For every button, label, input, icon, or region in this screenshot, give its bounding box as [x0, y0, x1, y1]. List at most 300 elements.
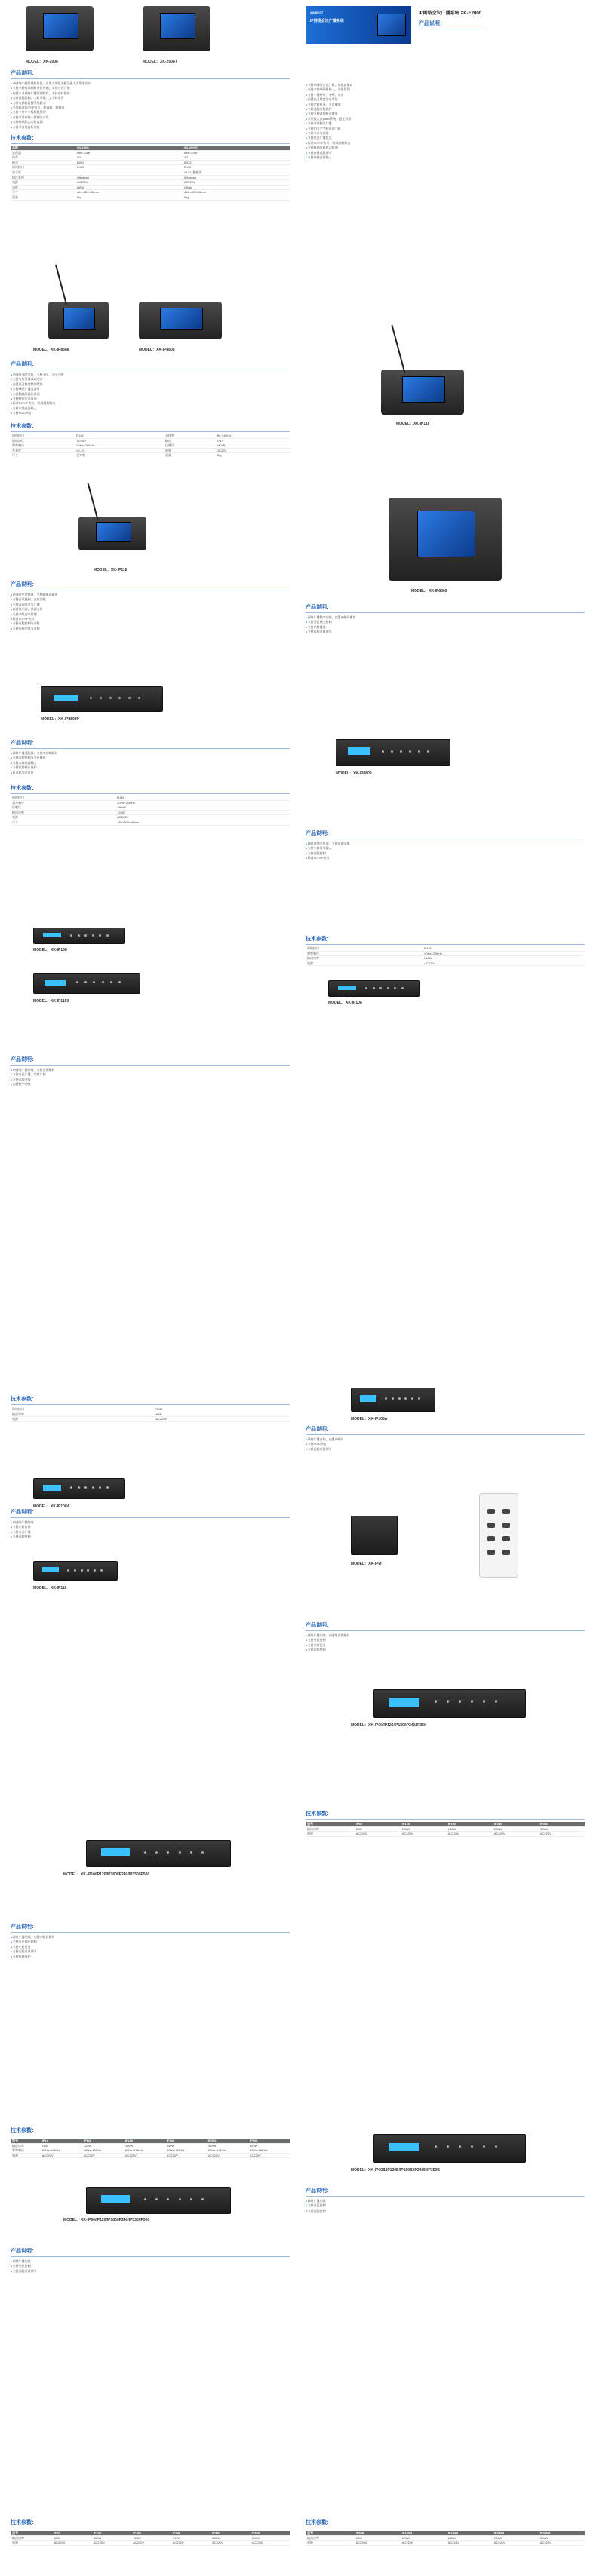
spec-cell: 8K~48KHz	[215, 434, 290, 438]
feature-item: ■ 高清显示屏，界面友好	[11, 607, 290, 612]
remote-key-icon	[487, 1536, 495, 1541]
touch-screen	[402, 376, 445, 403]
feature-item: ■ 标准TCP/IP协议	[306, 856, 585, 860]
features-title: 产品说明：	[11, 581, 290, 590]
spec-row	[11, 800, 290, 805]
spec-cell: 120W	[82, 2143, 124, 2148]
remote-key-icon	[502, 1509, 510, 1514]
model-label: MODEL：XK-2008T	[143, 60, 177, 64]
touch-screen	[96, 522, 131, 542]
spec-header-cell: IP240	[165, 2139, 207, 2143]
display-led	[360, 1395, 376, 1402]
spec-cell: 500W	[248, 2143, 290, 2148]
spec-cell: 重量	[11, 195, 75, 200]
knob-icon	[190, 1851, 192, 1854]
spec-table	[306, 946, 585, 966]
knob-icon	[401, 987, 404, 989]
feature-item: ■ 采用标准TCP/IP协议，跨网段、跨路由	[11, 106, 290, 110]
knob-icon	[106, 934, 109, 937]
spec-cell: AC220V	[82, 2153, 124, 2158]
spec-cell: Windows	[183, 175, 290, 180]
spec-header-cell: IP120B	[401, 2531, 447, 2535]
feature-item: ■ IP网络广播管理服务器，采用工业级主板及嵌入式系统设计	[11, 81, 290, 86]
spec-header-cell: 型号	[306, 2531, 355, 2535]
knob-icon	[409, 750, 411, 753]
product-banner	[306, 6, 411, 44]
spec-row	[11, 160, 290, 165]
spec-cell: 见实物	[75, 453, 164, 458]
spec-row	[306, 1832, 585, 1837]
features-title: 产品说明：	[11, 69, 290, 79]
knob-icon	[201, 2198, 204, 2200]
knob-icon	[84, 981, 87, 983]
spec-cell: —	[75, 170, 183, 175]
spec-cell: 输出	[164, 438, 215, 443]
display-led	[54, 695, 78, 702]
specs-title: 技术参数：	[11, 422, 290, 432]
touch-screen	[63, 308, 95, 330]
knob-icon	[70, 934, 72, 937]
spec-row	[11, 195, 290, 200]
spec-cell: AC220V	[447, 1832, 493, 1837]
spec-cell: 15.6寸触摸屏	[183, 170, 290, 175]
feature-item: ■ 支持分区广播	[11, 1530, 290, 1535]
feature-item: ■ 网络广播功放	[306, 2199, 585, 2203]
knob-icon	[483, 2145, 485, 2148]
feature-item: ■ 支持定时任务	[11, 1945, 290, 1949]
spec-table	[306, 2531, 585, 2546]
spec-cell: ≤65W	[75, 185, 183, 190]
spec-cell: 350W	[539, 2535, 585, 2541]
spec-cell: 484×420×88mm	[75, 190, 183, 195]
spec-cell: AC220V	[493, 1832, 539, 1837]
spec-header-cell: XK-2008T	[183, 146, 290, 150]
features-title: 产品说明：	[11, 739, 290, 749]
spec-cell: 500G	[183, 160, 290, 165]
model-label: MODEL：XK-IPM	[351, 1562, 382, 1566]
spec-header-cell: IP60	[52, 2531, 91, 2535]
model-label: MODEL：XK-2008	[26, 60, 58, 64]
knob-icon	[92, 1486, 94, 1489]
features-list	[11, 373, 290, 416]
spec-cell: 120W	[115, 810, 290, 815]
spec-header-cell: 型号	[306, 1822, 355, 1826]
model-label: MODEL：XK-IP116	[94, 568, 127, 572]
spec-cell: AC220V	[248, 2153, 290, 2158]
feature-item: ■ 支持分区独立控制	[306, 620, 585, 624]
knob-icon	[483, 1700, 485, 1703]
knob-icon	[394, 987, 396, 989]
feature-item: ■ 支持一键呼叫、寻呼、对讲	[306, 93, 585, 97]
feature-item: ■ IP网络广播终端	[11, 1520, 290, 1525]
spec-cell: 网络接口	[11, 165, 75, 170]
knob-icon	[495, 1700, 497, 1703]
spec-header-cell: IP120	[92, 2531, 131, 2535]
knob-icon	[100, 697, 102, 699]
feature-item: ■ 支持多终端同时接入，分组管理	[306, 87, 585, 92]
knob-icon	[109, 697, 112, 699]
feature-item: ■ 支持多路音频同时并行传输，实现分区广播	[11, 86, 290, 90]
specs-title: 技术参数：	[11, 134, 290, 144]
spec-cell: 网络协议	[11, 438, 75, 443]
model-label: MODEL：XK-IP108	[328, 1001, 362, 1005]
knob-icon	[155, 1851, 158, 1854]
display-led	[43, 933, 61, 937]
feature-item: ■ 支持事件触发广播	[306, 121, 585, 126]
spec-cell: 频率响应	[11, 2148, 41, 2154]
model-label: MODEL：XK-IP8808P	[41, 717, 79, 722]
feature-item: ■ 支持多路信号输入	[306, 846, 585, 851]
feature-item: ■ 支持远程控制	[11, 1535, 290, 1539]
knob-icon	[427, 750, 429, 753]
spec-cell: AC220V	[183, 180, 290, 186]
spec-header-cell: IP350	[539, 1822, 585, 1826]
touch-screen	[417, 511, 475, 558]
model-label: MODEL：XK-IP108A	[33, 1504, 70, 1509]
feature-item: ■ 内置高灵敏度会议话筒	[306, 97, 585, 102]
product-image-adapter	[351, 1516, 398, 1555]
spec-cell: 信噪比	[164, 443, 215, 449]
spec-cell: AC220V	[52, 2541, 91, 2546]
feature-item: ■ 网络广播数字功放，内置IP解码模块	[306, 615, 585, 620]
product-image-amp-series-b	[373, 2134, 526, 2163]
features-list	[306, 615, 585, 635]
knob-icon	[93, 981, 95, 983]
knob-icon	[76, 981, 78, 983]
features-list	[11, 1520, 290, 1540]
spec-cell: TCP/IP	[75, 438, 164, 443]
spec-row	[11, 2143, 290, 2148]
feature-item: ■ 支持远程升级	[11, 1078, 290, 1082]
spec-header-cell: IP180B	[447, 2531, 493, 2535]
spec-cell: 电源	[11, 2153, 41, 2158]
spec-table	[11, 2531, 290, 2546]
spec-cell: AC220V	[355, 2541, 401, 2546]
feature-item: ■ 支持TTS文字转语音广播	[306, 127, 585, 131]
spec-cell: 电源	[11, 180, 75, 186]
knob-icon	[99, 1486, 101, 1489]
knob-icon	[118, 981, 121, 983]
spec-cell: AC220V	[355, 1832, 401, 1837]
spec-cell: 120W	[401, 2535, 447, 2541]
feature-item: ■ 标准TCP/IP协议	[11, 617, 290, 621]
model-label: MODEL：XK-IP118	[396, 422, 430, 426]
spec-row	[306, 961, 585, 966]
spec-cell: 电源	[11, 815, 115, 820]
features-list	[306, 2199, 585, 2213]
spec-cell: AC220V	[171, 2541, 210, 2546]
model-label: MODEL：XK-IP118	[33, 1586, 67, 1590]
feature-item: ■ 支持定时打铃	[11, 1525, 290, 1529]
feature-item: ■ 支持会议签到、表决功能	[11, 597, 290, 602]
spec-cell: 0~1V	[215, 438, 290, 443]
display-led	[45, 980, 66, 986]
spec-header-cell: IP240	[171, 2531, 210, 2535]
feature-item: ■ IP网络广播终端，支持音频解码	[11, 1068, 290, 1072]
spec-cell: 网络接口	[11, 796, 115, 800]
feature-item: ■ 标准TCP/IP协议，跨网段跨路由	[11, 401, 290, 406]
knob-icon	[106, 1486, 109, 1489]
spec-cell: 240W	[493, 2535, 539, 2541]
knob-icon	[190, 2198, 192, 2200]
spec-header-cell: IP500	[248, 2139, 290, 2143]
feature-item: ■ 支持远程控制、实时采播、文字转语音	[11, 96, 290, 100]
spec-cell: RJ45	[75, 165, 183, 170]
specs-title: 技术参数：	[11, 2519, 290, 2528]
spec-cell: 120W	[92, 2535, 131, 2541]
spec-cell: AC220V	[154, 1417, 290, 1422]
knob-icon	[99, 934, 101, 937]
spec-row	[11, 443, 290, 449]
spec-cell: 120W	[401, 1826, 447, 1832]
spec-cell: 80Hz~16KHz	[248, 2148, 290, 2154]
feature-item: ■ 标准TCP/IP协议，跨网段跨路由	[306, 141, 585, 146]
spec-row	[306, 2535, 585, 2541]
features-list	[11, 1068, 290, 1087]
spec-cell: 80Hz~16KHz	[41, 2148, 82, 2154]
feature-item: ■ 支持分区广播、定时广播	[11, 1072, 290, 1077]
knob-icon	[110, 981, 112, 983]
product-image-ip108	[33, 928, 125, 944]
features-list	[306, 842, 585, 861]
spec-cell: AC220V	[250, 2541, 290, 2546]
feature-item: ■ 支持远程音量调节	[11, 1949, 290, 1954]
display-led	[42, 1567, 59, 1572]
spec-row	[11, 150, 290, 155]
spec-cell: 电源	[164, 448, 215, 453]
feature-item: ■ 支持远程控制	[306, 851, 585, 856]
spec-cell: ≤65W	[183, 185, 290, 190]
spec-row	[11, 180, 290, 186]
spec-cell: 采样率	[164, 434, 215, 438]
spec-cell: Windows	[75, 175, 183, 180]
feature-item: ■ 支持分区输出控制	[11, 1940, 290, 1944]
spec-cell: 频率响应	[306, 951, 422, 956]
spec-cell: ≥80dB	[115, 805, 290, 811]
spec-cell: Intel Core	[183, 150, 290, 155]
feature-item: ■ 支持触摸屏操作界面	[11, 392, 290, 397]
spec-cell: AC220V	[401, 2541, 447, 2546]
feature-item: ■ 网络广播音箱，内置IP解码	[306, 1437, 585, 1442]
spec-header-cell: XK-2008	[75, 146, 183, 150]
touch-screen	[43, 13, 78, 39]
product-image-console	[139, 302, 222, 339]
spec-cell: 输出功率	[11, 1412, 154, 1417]
spec-cell: 240W	[171, 2535, 210, 2541]
spec-cell: 80Hz~16KHz	[207, 2148, 248, 2154]
feature-item: ■ 支持IP网络会议广播，音质高保真	[306, 83, 585, 87]
features-list	[11, 751, 290, 775]
spec-cell: 显示屏	[11, 170, 75, 175]
product-image-ip108a	[351, 1388, 435, 1412]
spec-cell: AC220V	[75, 180, 183, 186]
knob-icon	[144, 1851, 146, 1854]
spec-cell: AC220V	[124, 2153, 165, 2158]
spec-cell: 240W	[165, 2143, 207, 2148]
remote-control-image	[479, 1493, 518, 1578]
remote-key-icon	[487, 1550, 495, 1555]
spec-table	[306, 1822, 585, 1837]
features-title: 产品说明：	[11, 1508, 290, 1518]
features-title: 产品说明：	[306, 1621, 585, 1631]
spec-header-cell: IP120	[401, 1822, 447, 1826]
spec-cell: 240W	[493, 1826, 539, 1832]
touch-screen	[160, 13, 195, 39]
model-label: MODEL：XK-IP60B/IP120B/IP180B/IP240B/IP350B	[351, 2168, 440, 2173]
spec-header-cell: IP240B	[493, 2531, 539, 2535]
feature-item: ■ 支持录音及监听功能	[11, 125, 290, 130]
spec-cell: 60W	[154, 1412, 290, 1417]
spec-cell: 350W	[539, 1826, 585, 1832]
feature-item: ■ IP网络会议终端，支持触摸屏操作	[11, 593, 290, 597]
remote-key-icon	[502, 1536, 510, 1541]
spec-row	[11, 438, 290, 443]
feature-item: ■ 支持分区控制	[306, 2203, 585, 2208]
spec-row	[306, 1826, 585, 1832]
spec-cell: 频率响应	[11, 443, 75, 449]
spec-cell: AC220V	[210, 2541, 250, 2546]
features-title: 产品说明：	[11, 360, 290, 370]
spec-cell: 10W	[41, 2143, 82, 2148]
product-image-ip108a	[33, 1478, 125, 1499]
feature-item: ■ 网络广播适配器，支持IP音频解码	[11, 751, 290, 756]
feature-item: ■ 内置数字功放	[11, 1082, 290, 1087]
display-led	[338, 986, 356, 990]
product-image-ip8809	[336, 739, 450, 766]
spec-header-cell: IP500	[250, 2531, 290, 2535]
knob-icon	[471, 1700, 473, 1703]
feature-item: ■ 支持远程控制	[306, 1648, 585, 1652]
feature-item: ■ 支持远程控制	[306, 2209, 585, 2213]
spec-cell: 内存	[11, 155, 75, 161]
spec-cell: 尺寸	[11, 820, 115, 825]
spec-cell: ≥80dB	[215, 443, 290, 449]
banner-subtitle: 产品说明：	[419, 20, 487, 29]
knob-icon	[84, 934, 87, 937]
model-label: MODEL：XK-IP108A	[351, 1417, 388, 1421]
banner-heading: IP网络会议广播系统 XK-E2000	[419, 11, 482, 16]
spec-cell: RJ45	[183, 165, 290, 170]
feature-item: ■ 网络音频采集器，支持音源采集	[306, 842, 585, 846]
spec-cell: 电源	[11, 1417, 154, 1422]
spec-row	[11, 815, 290, 820]
features-list	[11, 81, 290, 130]
model-label: MODEL：XK-IP10/IP120/IP180/IP240/IP350/IP500	[63, 1872, 150, 1877]
knob-icon	[387, 987, 389, 989]
model-label: MODEL：XK-IP108	[33, 948, 67, 952]
display-led	[101, 2195, 130, 2203]
spec-cell: AC220V	[422, 961, 585, 966]
spec-cell: Intel Core	[75, 150, 183, 155]
spec-cell: 输出功率	[306, 2535, 355, 2541]
knob-icon	[155, 2198, 158, 2200]
feature-item: ■ IP网络寻呼话筒，支持全区、分区寻呼	[11, 373, 290, 377]
spec-cell: 输出功率	[11, 810, 115, 815]
spec-header-cell: IP350	[207, 2139, 248, 2143]
spec-cell: 输出功率	[11, 2143, 41, 2148]
remote-key-icon	[487, 1523, 495, 1528]
spec-cell: DC12V	[215, 448, 290, 453]
feature-item: ■ 支持终端状态实时监测	[11, 120, 290, 124]
spec-cell: 484×420×88mm	[183, 190, 290, 195]
knob-icon	[87, 1569, 89, 1572]
spec-row	[306, 956, 585, 961]
feature-item: ■ 支持远程控制与分区播放	[11, 756, 290, 760]
model-label: MODEL：XK-IP60/IP120/IP180/IP240/IP350	[351, 1723, 426, 1728]
model-label: MODEL：XK-IP8809	[411, 589, 447, 593]
feature-item: ■ 支持远程升级维护	[306, 107, 585, 112]
features-list	[11, 2259, 290, 2274]
knob-icon	[365, 987, 367, 989]
spec-row	[11, 820, 290, 825]
spec-row	[11, 1412, 290, 1417]
gooseneck-mic-icon	[55, 265, 67, 305]
feature-item: ■ 支持外接音源输入	[306, 155, 585, 160]
feature-item: ■ 支持本地音源输入	[11, 406, 290, 411]
spec-header-cell: IP180	[447, 1822, 493, 1826]
spec-cell: 功耗	[11, 185, 75, 190]
model-label: MODEL：XK-IP8809	[336, 771, 372, 776]
feature-item: ■ 支持分区控制	[11, 2264, 290, 2268]
knob-icon	[102, 981, 104, 983]
knob-icon	[435, 2145, 437, 2148]
feature-item: ■ 网络广播功放	[11, 2259, 290, 2264]
product-image-amp-series-2	[86, 2187, 231, 2214]
knob-icon	[447, 2145, 449, 2148]
knob-icon	[74, 1569, 76, 1572]
spec-cell: 尺寸	[11, 190, 75, 195]
spec-cell: 20Hz~20KHz	[115, 800, 290, 805]
spec-cell: 重量	[164, 453, 215, 458]
feature-item: ■ 支持POE供电	[306, 1442, 585, 1446]
feature-item: ■ 支持POE供电	[11, 411, 290, 416]
spec-cell: 180W	[124, 2143, 165, 2148]
feature-item: ■ 支持喊话广播及监听	[11, 387, 290, 391]
spec-cell: 2kg	[215, 453, 290, 458]
spec-cell: 180W	[131, 2535, 171, 2541]
spec-cell: 输出功率	[306, 1826, 355, 1832]
touch-screen	[160, 308, 203, 330]
product-image-ip-amp-series	[86, 1840, 231, 1867]
knob-icon	[67, 1569, 69, 1572]
product-image-ip116	[78, 517, 146, 550]
feature-item: ■ 支持定时任务、节目播放	[306, 103, 585, 107]
knob-icon	[391, 750, 393, 753]
spec-cell: 350W	[210, 2535, 250, 2541]
feature-item: ■ 支持定时播放	[306, 625, 585, 630]
specs-title: 技术参数：	[11, 1395, 290, 1405]
spec-table	[11, 1407, 290, 1422]
knob-icon	[201, 1851, 204, 1854]
knob-icon	[392, 1397, 394, 1400]
spec-row	[11, 805, 290, 811]
features-list	[306, 1437, 585, 1452]
spec-row	[11, 1417, 290, 1422]
knob-icon	[411, 1397, 413, 1400]
spec-table	[11, 146, 290, 201]
spec-table	[11, 2139, 290, 2158]
model-label: MODEL：XK-IP8688	[33, 348, 69, 352]
knob-icon	[94, 1569, 96, 1572]
gooseneck-mic-icon	[391, 325, 405, 373]
display-led	[101, 1848, 130, 1856]
gooseneck-mic-icon	[88, 483, 99, 520]
feature-item: ■ 支持终端在线状态检测	[306, 146, 585, 150]
spec-cell: 350W	[207, 2143, 248, 2148]
feature-item: ■ 支持定时任务	[306, 1643, 585, 1648]
spec-cell: 500G	[75, 160, 183, 165]
product-image-xk2008t	[143, 6, 210, 51]
